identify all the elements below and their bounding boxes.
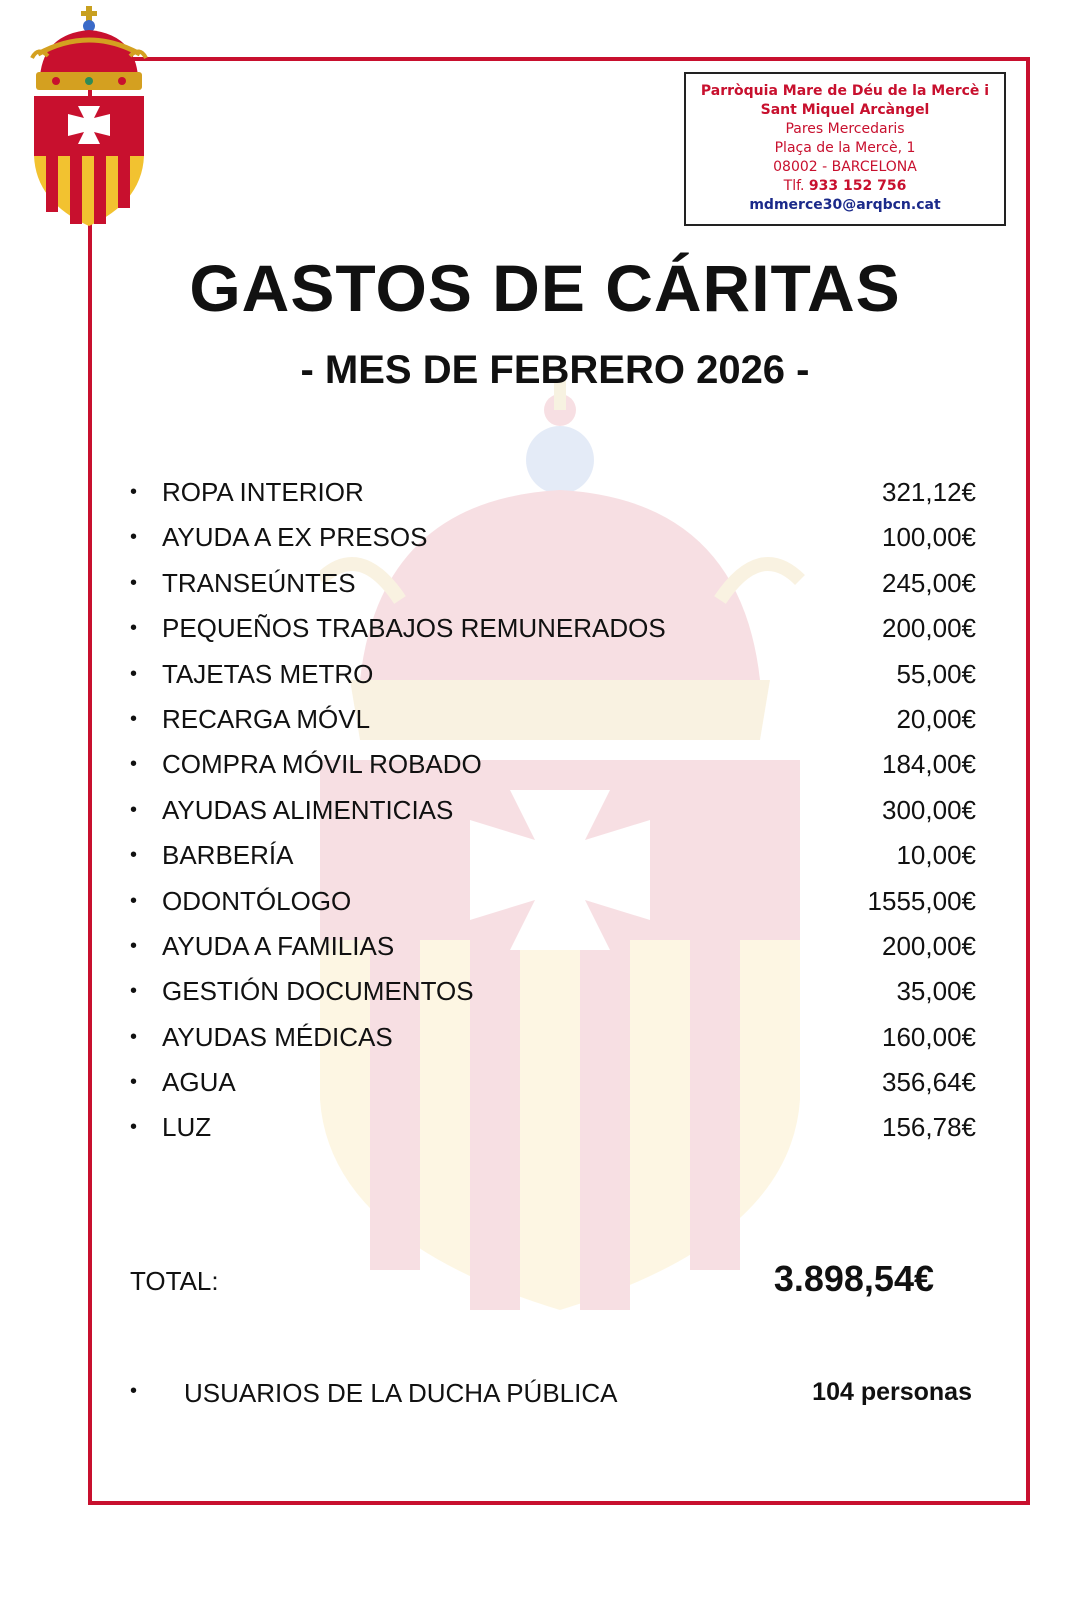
expense-label: COMPRA MÓVIL ROBADO bbox=[162, 749, 482, 780]
expense-label: ROPA INTERIOR bbox=[162, 477, 364, 507]
shower-users-row bbox=[130, 1376, 972, 1416]
expense-label: AYUDAS ALIMENTICIAS bbox=[162, 794, 454, 825]
bullet-icon: • bbox=[130, 1025, 138, 1048]
parish-address-box bbox=[684, 72, 1006, 226]
expense-amount: 10,00€ bbox=[896, 840, 976, 871]
expense-amount: 245,00€ bbox=[882, 567, 976, 598]
expense-item bbox=[130, 788, 976, 833]
expense-list bbox=[130, 470, 976, 1151]
bullet-icon: • bbox=[130, 889, 138, 912]
expense-item bbox=[130, 697, 976, 742]
expense-amount: 1555,00€ bbox=[867, 885, 976, 916]
bullet-icon: • bbox=[130, 980, 138, 1003]
bullet-icon: • bbox=[130, 481, 138, 503]
expense-label: AYUDA A FAMILIAS bbox=[162, 930, 395, 961]
expense-label: AYUDAS MÉDICAS bbox=[162, 1021, 393, 1052]
expense-amount: 200,00€ bbox=[882, 930, 976, 961]
expense-item bbox=[130, 561, 976, 606]
bullet-icon: • bbox=[130, 662, 138, 685]
expense-amount: 20,00€ bbox=[896, 703, 976, 734]
expense-item bbox=[130, 1015, 976, 1060]
phone-number: 933 152 756 bbox=[808, 178, 907, 194]
expense-label: AYUDA A EX PRESOS bbox=[162, 522, 428, 553]
expense-amount: 321,12€ bbox=[882, 477, 976, 507]
expense-label: BARBERÍA bbox=[162, 840, 294, 871]
parish-city: 08002 - BARCELONA bbox=[773, 159, 917, 175]
expense-amount: 100,00€ bbox=[882, 522, 976, 553]
page-title: GASTOS DE CÁRITAS bbox=[189, 251, 901, 325]
parish-name-line2: Sant Miquel Arcàngel bbox=[760, 102, 930, 118]
expense-item bbox=[130, 969, 976, 1014]
expense-item bbox=[130, 1060, 976, 1105]
expense-amount: 156,78€ bbox=[882, 1112, 976, 1143]
expense-label: AGUA bbox=[162, 1067, 236, 1098]
expense-item bbox=[130, 742, 976, 787]
expense-amount: 300,00€ bbox=[882, 794, 976, 825]
page-subtitle: - MES DE FEBRERO 2026 - bbox=[300, 348, 810, 392]
bullet-icon: • bbox=[130, 617, 138, 640]
expense-label: ODONTÓLOGO bbox=[162, 885, 352, 916]
expense-amount: 55,00€ bbox=[896, 658, 976, 689]
parish-email: mdmerce30@arqbcn.cat bbox=[749, 197, 941, 213]
expense-item bbox=[130, 515, 976, 560]
expense-item bbox=[130, 470, 976, 515]
bullet-icon: • bbox=[130, 1071, 138, 1094]
total-value: 3.898,54€ bbox=[773, 1258, 934, 1299]
expense-amount: 184,00€ bbox=[882, 749, 976, 780]
bullet-icon: • bbox=[130, 1116, 138, 1139]
parish-name-line1: Parròquia Mare de Déu de la Mercè i bbox=[700, 83, 990, 99]
bullet-icon: • bbox=[130, 934, 138, 957]
expense-item bbox=[130, 606, 976, 651]
bullet-icon: • bbox=[130, 526, 138, 549]
expense-item bbox=[130, 833, 976, 878]
expense-label: PEQUEÑOS TRABAJOS REMUNERADOS bbox=[162, 613, 666, 644]
bullet-icon: • bbox=[130, 798, 138, 821]
expense-item bbox=[130, 879, 976, 924]
expense-amount: 160,00€ bbox=[882, 1021, 976, 1052]
phone-label: Tlf. bbox=[783, 178, 805, 194]
expense-item bbox=[130, 652, 976, 697]
expense-label: TRANSEÚNTES bbox=[162, 567, 356, 598]
parish-phone-line bbox=[686, 177, 1004, 196]
shower-users-label: USUARIOS DE LA DUCHA PÚBLICA bbox=[184, 1378, 618, 1408]
expense-label: TAJETAS METRO bbox=[162, 658, 374, 689]
total-label: TOTAL: bbox=[130, 1266, 219, 1296]
expense-amount: 200,00€ bbox=[882, 613, 976, 644]
expense-label: RECARGA MÓVL bbox=[162, 703, 371, 734]
expense-item bbox=[130, 924, 976, 969]
expense-label: LUZ bbox=[162, 1112, 212, 1143]
parish-order: Pares Mercedaris bbox=[785, 121, 905, 137]
shower-users-count: 104 personas bbox=[812, 1378, 972, 1406]
expense-amount: 35,00€ bbox=[896, 976, 976, 1007]
bullet-icon: • bbox=[130, 571, 138, 594]
expense-label: GESTIÓN DOCUMENTOS bbox=[162, 976, 474, 1007]
bullet-icon: • bbox=[130, 707, 138, 730]
expense-item bbox=[130, 1105, 976, 1150]
parish-crest-icon bbox=[26, 6, 152, 228]
bullet-icon: • bbox=[130, 1380, 138, 1402]
bullet-icon: • bbox=[130, 844, 138, 867]
parish-street: Plaça de la Mercè, 1 bbox=[774, 140, 916, 156]
expense-amount: 356,64€ bbox=[882, 1067, 976, 1098]
bullet-icon: • bbox=[130, 753, 138, 776]
